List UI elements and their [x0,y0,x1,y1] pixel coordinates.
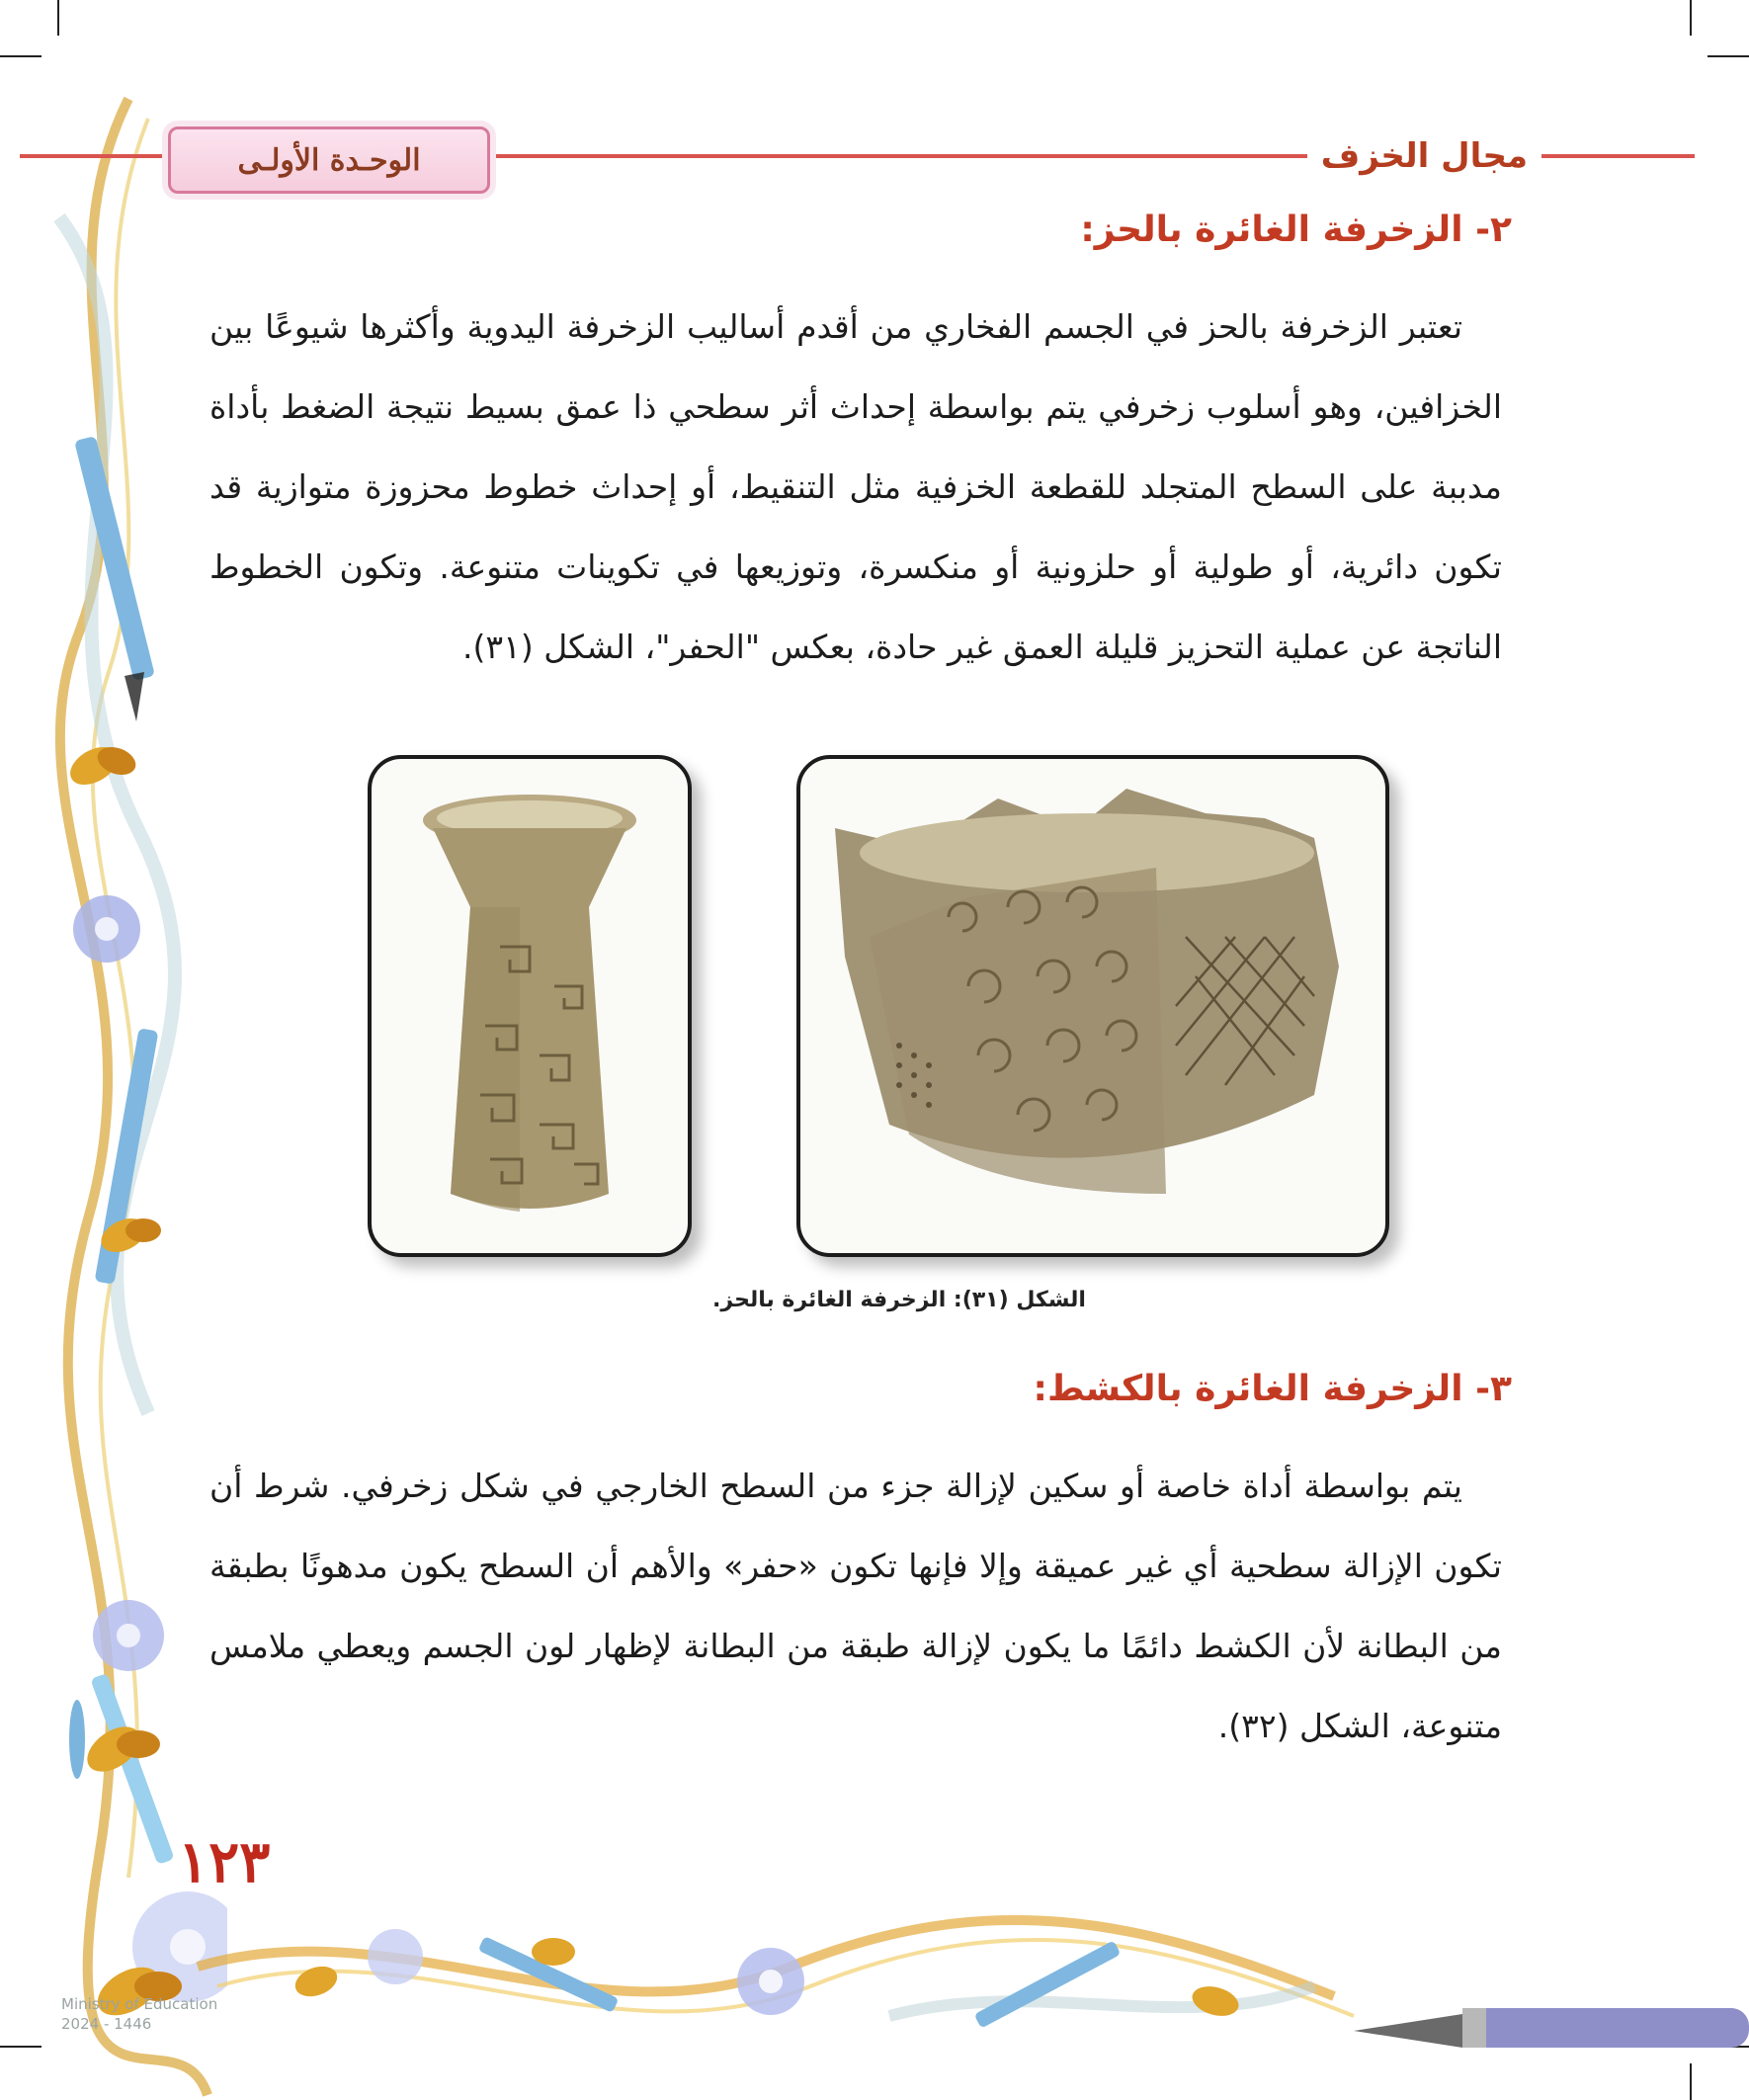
unit-label: الوحـدة الأولـى [237,142,421,178]
year-line: 2024 - 1446 [61,2015,152,2033]
section-heading: ٣- الزخرفة الغائرة بالكشط: [1033,1369,1512,1409]
ministry-line: Ministry of Education [61,1995,218,2013]
figure-caption: الشكل (٣١): الزخرفة الغائرة بالحز. [712,1288,1086,1312]
section-paragraph [209,287,1502,687]
field-title: مجال الخزف [1307,136,1541,176]
crop-mark [0,55,42,57]
butterfly-icon [532,1938,575,1966]
crop-mark [1707,55,1749,57]
paragraph-text: يتم بواسطة أداة خاصة أو سكين لإزالة جزء من السطح الخارجي في شكل زخرفي. شرط أن تكون الإزالة سطحية أي غير عميقة وإلا فإنها تكون «حفر» والأهم أن السطح يكون مدهونًا بطبقة من البطانة لأن الكشط دائمًا ما يكون لإزالة طبقة من البطانة لإظهار لون الجسم ويعطي ملامس متنوعة، الشكل (٣٢). [209,1467,1502,1745]
pencil-icon [974,1940,1122,2028]
paragraph-text: تعتبر الزخرفة بالحز في الجسم الفخاري من أقدم أساليب الزخرفة اليدوية وأكثرها شيوعًا بين الخزافين، وهو أسلوب زخرفي يتم بواسطة إحداث أثر سطحي ذا عمق بسيط نتيجة الضغط بأداة مدببة على السطح المتجلد للقطعة الخزفية مثل التنقيط، أو إحداث خطوط محزوزة متوازية قد تكون دائرية، أو طولية أو حلزونية أو منكسرة، وتوزيعها في تكوينات متنوعة. وتكون الخطوط الناتجة عن عملية التحزيز قليلة العمق غير حادة، بعكس "الحفر"، الشكل (٣١). [209,307,1502,666]
paintbrush-icon [1354,2008,1749,2048]
section-heading: ٢- الزخرفة الغائرة بالحز: [1080,210,1512,250]
flower-icon [93,1600,164,1671]
crop-mark [57,0,59,36]
crop-mark [1690,0,1692,36]
ministry-logo-text [61,1994,217,2034]
page-number: ١٢٣ [178,1828,271,1895]
butterfly-icon [292,1961,342,2001]
bowl-photo [796,755,1389,1257]
section-paragraph [209,1446,1502,1766]
flower-icon [368,1929,423,1984]
flower-icon [737,1948,804,2015]
vase-photo [368,755,692,1257]
unit-banner [168,126,490,194]
butterfly-icon [1189,1981,1242,2020]
flower-icon [73,895,140,963]
decorative-bottom-border [0,1897,1749,2100]
butterfly-icon [63,739,139,793]
header-rule [20,154,173,158]
decorative-left-border [0,79,227,2100]
